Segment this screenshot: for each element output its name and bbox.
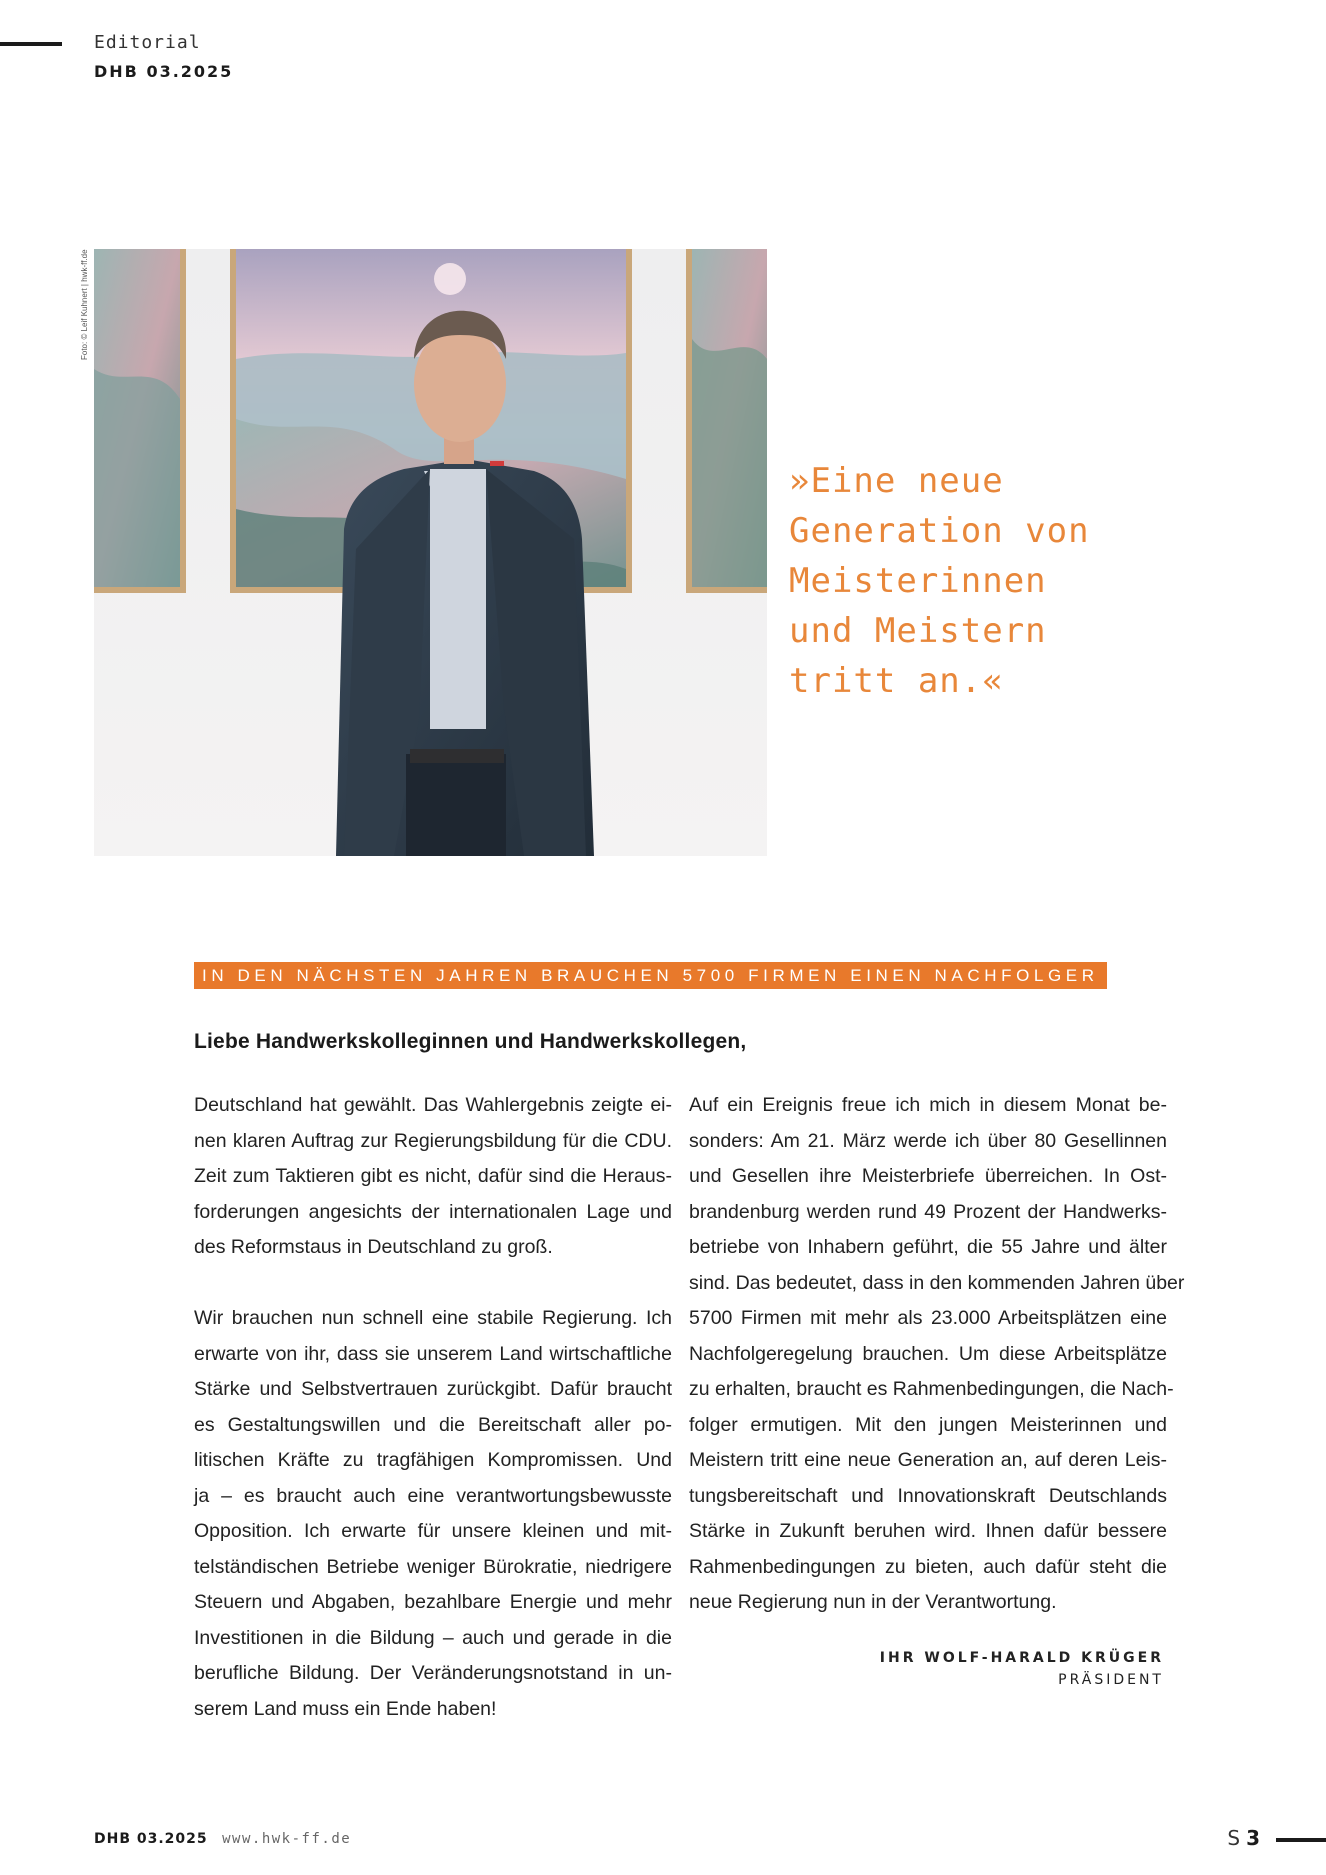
body-column-left [194,1088,672,1727]
paragraph-gap [194,1266,672,1302]
text-line: Auf ein Ereignis freue ich mich in diesem Monat be- [689,1094,1167,1116]
header-rule [0,42,62,46]
text-line: zu erhalten, braucht es Rahmenbedingungen, die Nach- [689,1378,1174,1400]
text-line: nen klaren Auftrag zur Regierungsbildung für die CDU. [194,1129,672,1152]
text-line: Investitionen in die Bildung – auch und gerade in die [194,1626,672,1649]
text-line: ja – es braucht auch eine verantwortungsbewusste [194,1484,672,1507]
quote-line: tritt an.« [789,661,1004,701]
text-line: tungsbereitschaft und Innovationskraft Deutschlands [689,1484,1167,1507]
signature [880,1650,1164,1688]
signature-role: PRÄSIDENT [1058,1672,1164,1688]
issue-label: DHB 03.2025 [94,62,234,81]
body-column-right [689,1088,1185,1621]
text-line: 5700 Firmen mit mehr als 23.000 Arbeitsplätzen eine [689,1307,1167,1329]
text-line: es Gestaltungswillen und die Bereitschaft aller po- [194,1413,672,1436]
text-line: sonders: Am 21. März werde ich über 80 Gesellinnen [689,1129,1167,1152]
text-line: Rahmenbedingungen zu bieten, auch dafür steht die [689,1555,1167,1578]
text-line: betriebe von Inhabern geführt, die 55 Jahre und älter [689,1236,1167,1258]
text-line: Wir brauchen nun schnell eine stabile Regierung. Ich [194,1307,672,1329]
text-line: Steuern und Abgaben, bezahlbare Energie und mehr [194,1591,672,1613]
text-line: forderungen angesichts der internationalen Lage und [194,1200,672,1223]
page-number [1227,1826,1260,1850]
page-prefix: S [1227,1826,1241,1850]
quote-line: Generation von [789,511,1090,551]
text-line: Opposition. Ich erwarte für unsere kleinen und mit- [194,1520,672,1542]
text-line: serem Land muss ein Ende haben! [194,1697,497,1720]
footer-rule [1276,1838,1326,1842]
text-line: litischen Kräfte zu tragfähigen Kompromissen. Und [194,1449,672,1471]
text-line: des Reformstaus in Deutschland zu groß. [194,1236,553,1258]
text-line: Stärke in Zukunft beruhen wird. Ihnen dafür bessere [689,1520,1167,1542]
text-line: Stärke und Selbstvertrauen zurückgibt. Dafür braucht [194,1378,672,1400]
text-line: erwarte von ihr, dass sie unserem Land wirtschaftliche [194,1342,672,1365]
photo-credit: Foto: © Leif Kuhnert | hwk-ff.de [80,249,89,360]
text-line: brandenburg werden rund 49 Prozent der Handwerks- [689,1200,1167,1223]
headline-banner: IN DEN NÄCHSTEN JAHREN BRAUCHEN 5700 FIRMEN EINEN NACHFOLGER [194,962,1107,989]
text-line: sind. Das bedeutet, dass in den kommenden Jahren über [689,1271,1185,1294]
text-line: folger ermutigen. Mit den jungen Meisterinnen und [689,1413,1167,1436]
footer-issue: DHB 03.2025 [94,1831,208,1847]
text-line: Nachfolgeregelung brauchen. Um diese Arbeitsplätze [689,1342,1167,1365]
pull-quote [789,456,1209,706]
quote-line: und Meistern [789,611,1047,651]
quote-line: »Eine neue [789,461,1004,501]
text-line: neue Regierung nun in der Verantwortung. [689,1591,1057,1613]
text-line: Meistern tritt eine neue Generation an, auf deren Leis- [689,1449,1167,1471]
section-label: Editorial [94,32,201,53]
footer-left [94,1831,351,1847]
text-line: berufliche Bildung. Der Veränderungsnotstand in un- [194,1662,672,1684]
footer-url[interactable]: www.hwk-ff.de [222,1831,352,1847]
salutation: Liebe Handwerkskolleginnen und Handwerkskollegen, [194,1030,747,1053]
text-line: Zeit zum Taktieren gibt es nicht, dafür sind die Heraus- [194,1165,672,1187]
page-number-value: 3 [1246,1826,1260,1850]
text-line: Deutschland hat gewählt. Das Wahlergebnis zeigte ei- [194,1094,672,1116]
quote-line: Meisterinnen [789,561,1047,601]
signature-name: IHR WOLF-HARALD KRÜGER [879,1650,1164,1666]
text-line: und Gesellen ihre Meisterbriefe überreichen. In Ost- [689,1165,1167,1187]
portrait-photo [94,249,767,856]
text-line: telständischen Betriebe weniger Bürokratie, niedrigere [194,1555,672,1578]
